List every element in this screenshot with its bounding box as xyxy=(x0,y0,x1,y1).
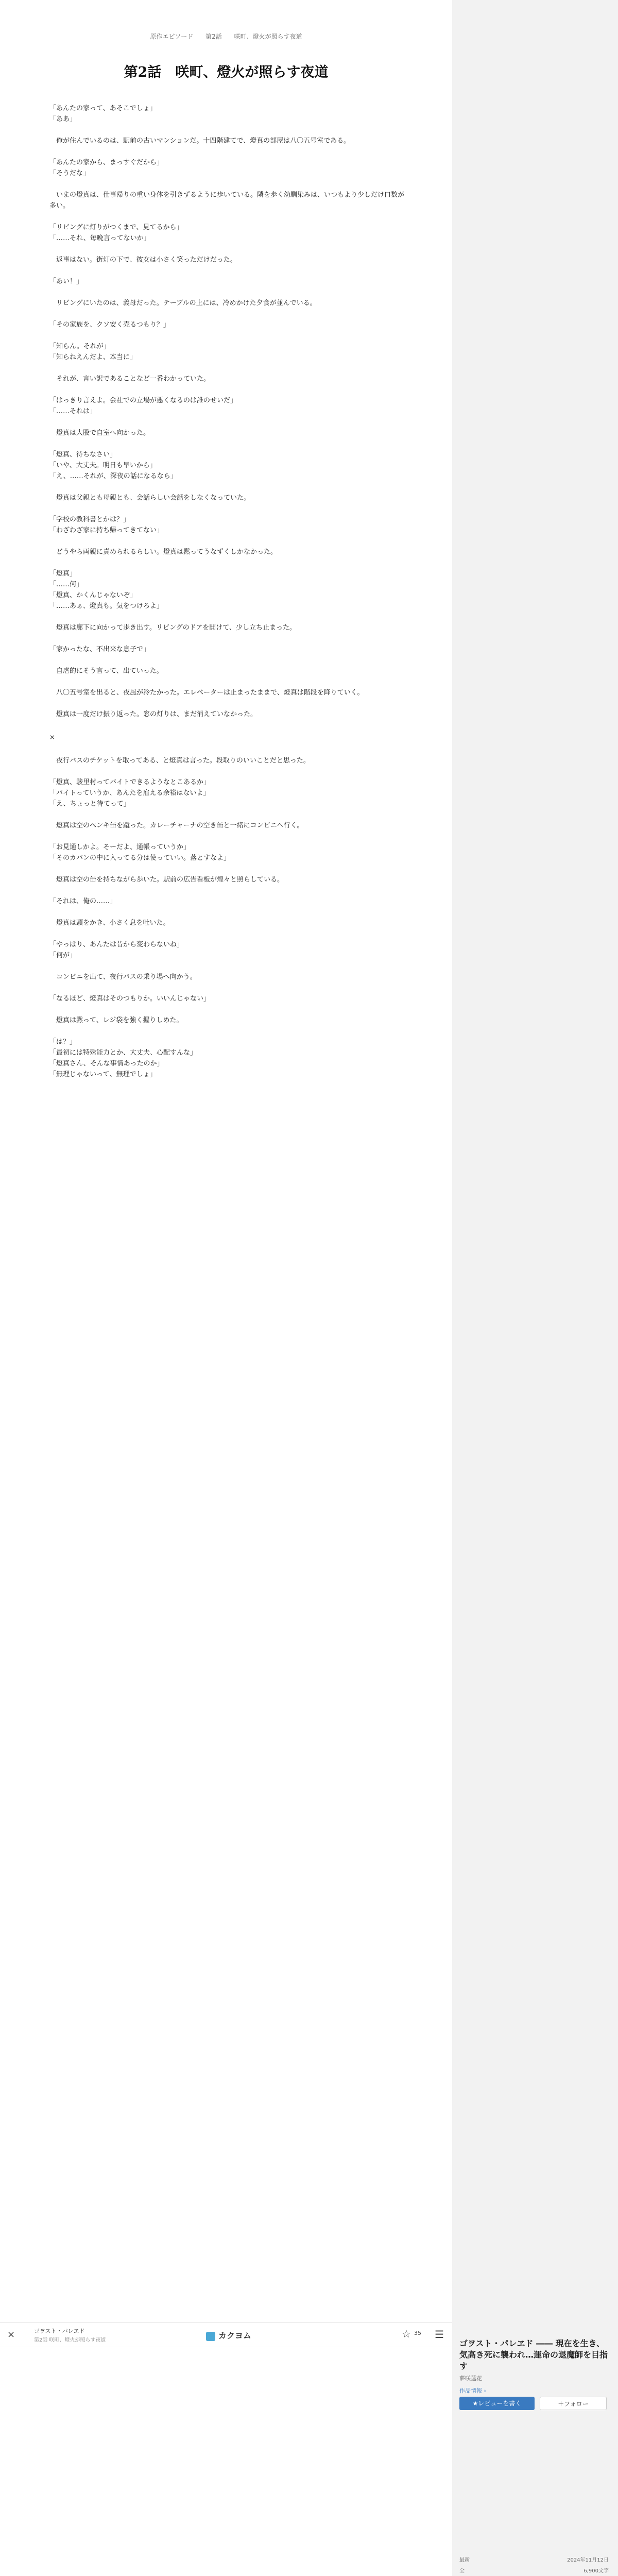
work-stats xyxy=(459,2555,609,2576)
paragraph: 「バイトっていうか、あんたを雇える余裕はないよ」 xyxy=(49,789,210,797)
paragraph: 燈真は空の缶を持ちながら歩いた。駅前の広告看板が煌々と照らしている。 xyxy=(49,876,284,884)
author-name[interactable]: 夢咲蓮花 xyxy=(459,2375,482,2382)
stat-row xyxy=(459,2566,609,2574)
paragraph: 「……何」 xyxy=(49,581,83,588)
bar-work-title[interactable]: ゴヲスト・パレヱド xyxy=(34,2328,85,2334)
paragraph: 「あんたの家って、あそこでしょ」 xyxy=(49,105,157,112)
paragraph-gap xyxy=(49,655,405,666)
paragraph: 燈真は頭をかき、小さく息を吐いた。 xyxy=(49,919,170,927)
paragraph-gap xyxy=(49,633,405,644)
paragraph: 「その家族を、クソ安く売るつもり？」 xyxy=(49,321,170,329)
paragraph: それが、言い訳であることなど一番わかっていた。 xyxy=(49,375,211,383)
paragraph-gap xyxy=(49,438,405,449)
paragraph: 「知らねえんだよ、本当に」 xyxy=(49,353,137,361)
paragraph-gap xyxy=(49,179,405,190)
paragraph: リビングにいたのは、義母だった。テーブルの上には、冷めかけた夕食が並んでいる。 xyxy=(49,299,317,307)
paragraph-gap xyxy=(49,863,405,874)
paragraph: 「なるほど、燈真はそのつもりか。いいんじゃない」 xyxy=(49,995,211,1003)
paragraph: 燈真は廊下に向かって歩き出す。リビングのドアを開けて、少し立ち止まった。 xyxy=(49,624,297,632)
breadcrumb-item[interactable]: 第2話 xyxy=(205,33,222,40)
bar-episode-title: 第2話 咲町、燈火が照らす夜道 xyxy=(34,2337,106,2343)
menu-icon[interactable]: ☰ xyxy=(435,2328,444,2341)
paragraph: 「わざわざ家に持ち帰ってきてない」 xyxy=(49,527,164,534)
paragraph-gap xyxy=(49,146,405,157)
paragraph: 「やっぱり、あんたは昔から変わらないね」 xyxy=(49,941,184,948)
stat-label: 最新 xyxy=(459,2557,470,2563)
bottom-bar xyxy=(0,2323,452,2347)
breadcrumb-item: 咲町、燈火が照らす夜道 xyxy=(234,33,302,40)
scene-separator: × xyxy=(49,734,55,741)
follow-button[interactable]: ＋フォロー xyxy=(540,2397,607,2410)
paragraph-gap xyxy=(49,928,405,939)
paragraph: 「学校の教科書とかは？」 xyxy=(49,516,130,523)
stat-row xyxy=(459,2555,609,2563)
paragraph: 「え、ちょっと待てって」 xyxy=(49,800,130,808)
work-info-link[interactable]: 作品情報 › xyxy=(459,2387,486,2394)
paragraph: 「お見通しかよ。そーだよ、通帳っていうか」 xyxy=(49,843,191,851)
paragraph: 「それは、俺の……」 xyxy=(49,897,117,905)
stat-value: 2024年11月12日 xyxy=(567,2557,609,2563)
paragraph: 八〇五号室を出ると、夜風が冷たかった。エレベーターは止まったままで、燈真は階段を降りていく。 xyxy=(49,689,364,697)
logo-icon xyxy=(206,2332,215,2341)
paragraph-gap xyxy=(49,831,405,842)
paragraph-gap xyxy=(49,961,405,972)
star-count: 35 xyxy=(414,2330,421,2336)
paragraph: 「いや、大丈夫。明日も早いから」 xyxy=(49,462,157,469)
paragraph: 「そのカバンの中に入ってる分は使っていい。落とすなよ」 xyxy=(49,854,231,862)
paragraph: 「最初には特殊能力とか、大丈夫、心配すんな」 xyxy=(49,1049,197,1057)
paragraph: どうやら両親に責められるらしい。燈真は黙ってうなずくしかなかった。 xyxy=(49,548,278,556)
paragraph: 「何が」 xyxy=(49,952,77,959)
paragraph-gap xyxy=(49,287,405,298)
episode-title: 第2話 咲町、燈火が照らす夜道 xyxy=(124,64,329,80)
paragraph: 「家かったな、不出来な息子で」 xyxy=(49,646,150,653)
paragraph: 「……あぁ、燈真も。気をつけろよ」 xyxy=(49,602,163,610)
paragraph-gap xyxy=(49,612,405,622)
paragraph: 夜行バスのチケットを取ってある、と燈真は言った。段取りのいいことだと思った。 xyxy=(49,757,310,765)
paragraph: コンビニを出て、夜行バスの乗り場へ向かう。 xyxy=(49,973,197,981)
paragraph-gap xyxy=(49,330,405,341)
paragraph: 「リビングに灯りがつくまで、見てるから」 xyxy=(49,224,183,231)
paragraph-gap xyxy=(49,125,405,135)
breadcrumb-item[interactable]: 原作エピソード xyxy=(150,33,194,40)
stat-label: 全 xyxy=(459,2568,465,2574)
stat-value: 6,900文字 xyxy=(583,2568,609,2574)
paragraph: 「燈真、駿里村ってバイトできるようなとこあるか」 xyxy=(49,778,211,786)
sidebar xyxy=(452,0,618,2576)
paragraph: 燈真は大股で自室へ向かった。 xyxy=(49,429,150,437)
paragraph-gap xyxy=(49,809,405,820)
paragraph: 「は？」 xyxy=(49,1038,77,1046)
paragraph-gap xyxy=(49,417,405,428)
close-icon[interactable]: × xyxy=(7,2329,15,2340)
episode-body xyxy=(49,103,405,1080)
paragraph: 燈真は空のペンキ缶を蹴った。カレーチャーナの空き缶と一緒にコンビニへ行く。 xyxy=(49,822,304,829)
paragraph: 自虐的にそう言って、出ていった。 xyxy=(49,667,163,675)
paragraph-gap xyxy=(49,1004,405,1015)
paragraph-gap xyxy=(49,211,405,222)
paragraph-gap xyxy=(49,384,405,395)
paragraph: 「燈真さん、そんな事情あったのか」 xyxy=(49,1060,164,1067)
work-title[interactable]: ゴヲスト・パレヱド ―― 現在を生き、気高き死に襲われ…運命の退魔師を目指す xyxy=(459,2338,608,2371)
paragraph: 「え、……それが、深夜の話になるなら」 xyxy=(49,472,177,480)
paragraph: いまの燈真は、仕事帰りの重い身体を引きずるように歩いている。隣を歩く幼馴染みは、いつもより少しだけ口数が多い。 xyxy=(49,191,405,210)
paragraph-gap xyxy=(49,265,405,276)
paragraph-gap xyxy=(49,676,405,687)
paragraph: 「……それ、毎晩言ってないか」 xyxy=(49,234,150,242)
paragraph: 「ああ」 xyxy=(49,115,77,123)
paragraph-gap xyxy=(49,503,405,514)
paragraph-gap xyxy=(49,907,405,918)
paragraph: 「あい！」 xyxy=(49,278,83,285)
paragraph: 燈真は一度だけ振り返った。窓の灯りは、まだ消えていなかった。 xyxy=(49,710,258,718)
paragraph: 返事はない。街灯の下で、彼女は小さく笑っただけだった。 xyxy=(49,256,237,264)
star-icon[interactable]: ☆ xyxy=(402,2328,411,2340)
site-logo-text: カクヨム xyxy=(218,2331,252,2341)
paragraph: 「燈真、待ちなさい」 xyxy=(49,451,117,459)
paragraph-gap xyxy=(49,885,405,896)
paragraph: 「あんたの家から、まっすぐだから」 xyxy=(49,159,164,166)
paragraph: 「そうだな」 xyxy=(49,170,90,177)
paragraph: 燈真は父親とも母親とも、会話らしい会話をしなくなっていた。 xyxy=(49,494,251,502)
paragraph: 「はっきり言えよ。会社での立場が悪くなるのは誰のせいだ」 xyxy=(49,397,237,404)
paragraph: 俺が住んでいるのは、駅前の古いマンションだ。十四階建てで、燈真の部屋は八〇五号室である。 xyxy=(49,137,351,145)
paragraph-gap xyxy=(49,536,405,547)
paragraph: 「無理じゃないって、無理でしょ」 xyxy=(49,1071,157,1078)
paragraph: 「……それは」 xyxy=(49,408,97,415)
paragraph: 燈真は黙って、レジ袋を強く握りしめた。 xyxy=(49,1016,183,1024)
paragraph-gap xyxy=(49,363,405,374)
paragraph-gap xyxy=(49,244,405,255)
paragraph-gap xyxy=(49,982,405,993)
breadcrumb xyxy=(0,32,452,41)
paragraph-gap xyxy=(49,309,405,319)
paragraph-gap xyxy=(49,482,405,493)
paragraph: 「知らん。それが」 xyxy=(49,343,110,350)
paragraph-gap xyxy=(49,1026,405,1037)
paragraph-gap xyxy=(49,557,405,568)
paragraph-gap xyxy=(49,766,405,777)
paragraph-gap xyxy=(49,698,405,709)
write-review-button[interactable]: ★レビューを書く xyxy=(459,2397,535,2410)
paragraph: 「燈真、かくんじゃないぞ」 xyxy=(49,591,137,599)
site-logo[interactable] xyxy=(206,2329,251,2341)
paragraph: 「燈真」 xyxy=(49,570,77,578)
